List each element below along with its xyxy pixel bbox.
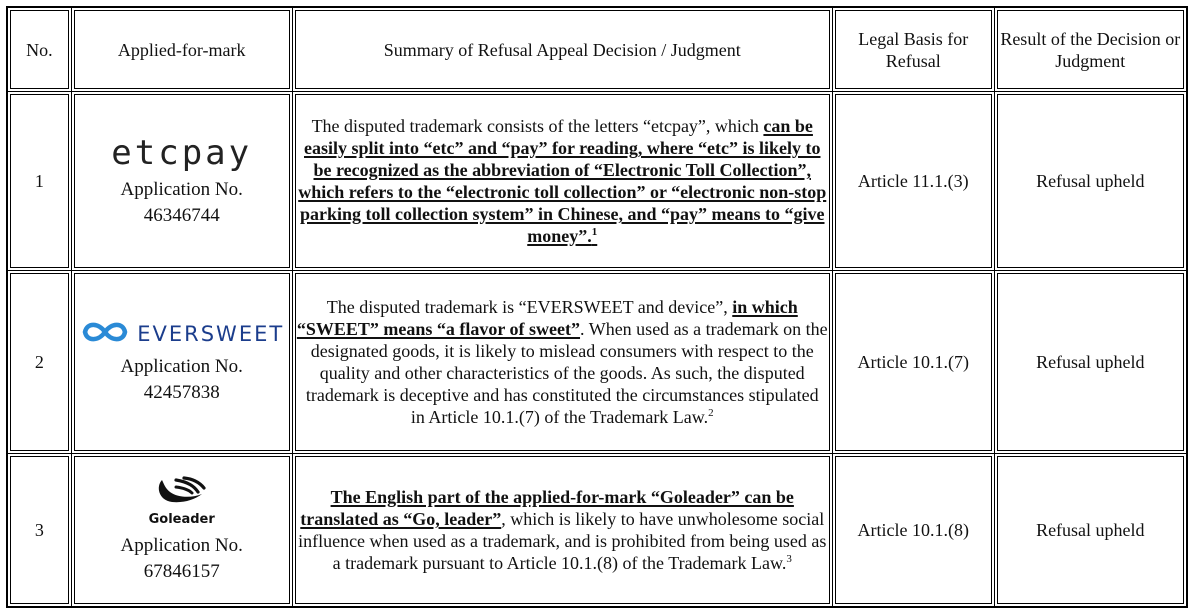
table-row bbox=[7, 271, 1187, 454]
summary-text: The disputed trademark is “EVERSWEET and device”, bbox=[326, 297, 733, 317]
application-number: 46346744 bbox=[143, 205, 220, 226]
eversweet-wordmark: EVERSWEET bbox=[137, 322, 285, 346]
summary-cell bbox=[292, 92, 832, 271]
table-header-row bbox=[7, 7, 1187, 92]
applied-for-mark-cell bbox=[71, 92, 292, 271]
summary-text-continued: . When used as a trademark on the designated goods, it is likely to mislead consumers with respect to the quality and other characteristics of the goods. As such, the disputed trademark is deceptive and has constituted the circumstances stipulated in Article 10.1.(7) of the Trademark Law. bbox=[305, 319, 828, 427]
legal-basis: Article 11.1.(3) bbox=[832, 92, 994, 271]
result: Refusal upheld bbox=[994, 271, 1187, 454]
application-label: Application No. bbox=[120, 534, 243, 556]
infinity-icon bbox=[79, 319, 131, 350]
summary-emphasis-text: can be easily split into “etc” and “pay” for reading, where “etc” is likely to be recognized as the abbreviation of “Electronic Toll Collection”, which refers to the “electronic toll collection” or “electronic non-stop parking toll collection system” in Chinese, and “pay” means to “give money”. bbox=[298, 116, 827, 246]
application-number: 67846157 bbox=[143, 560, 220, 582]
row-number: 2 bbox=[7, 271, 71, 454]
footnote-ref[interactable]: 1 bbox=[591, 226, 598, 238]
legal-basis: Article 10.1.(7) bbox=[832, 271, 994, 454]
row-number: 1 bbox=[7, 92, 71, 271]
application-label: Application No. bbox=[120, 355, 243, 377]
row-number: 3 bbox=[7, 454, 71, 608]
header-summary: Summary of Refusal Appeal Decision / Judgment bbox=[292, 7, 832, 92]
refusal-decisions-table bbox=[6, 6, 1188, 608]
summary-cell bbox=[292, 271, 832, 454]
applied-for-mark-cell bbox=[71, 271, 292, 454]
summary-emphasis: The English part of the applied-for-mark “Goleader” can be translated as “Go, leader” bbox=[300, 487, 794, 529]
table-row bbox=[7, 454, 1187, 608]
applied-for-mark-cell bbox=[71, 454, 292, 608]
table-row bbox=[7, 92, 1187, 271]
legal-basis: Article 10.1.(8) bbox=[832, 454, 994, 608]
footnote-ref[interactable]: 2 bbox=[708, 407, 714, 419]
eversweet-logo bbox=[76, 319, 288, 350]
summary-text: The disputed trademark consists of the letters “etcpay”, which bbox=[311, 116, 764, 136]
header-result: Result of the Decision or Judgment bbox=[994, 7, 1187, 92]
header-legal-basis: Legal Basis for Refusal bbox=[832, 7, 994, 92]
footnote-ref[interactable]: 3 bbox=[786, 553, 792, 565]
etcpay-logo: etcpay bbox=[111, 133, 253, 173]
goleader-swirl-icon bbox=[154, 476, 210, 511]
application-number: 42457838 bbox=[143, 381, 220, 403]
summary-text-continued: , which is likely to have unwholesome social influence when used as a trademark, and is prohibited from being used as a trademark pursuant to Article 10.1.(8) of the Trademark Law. bbox=[298, 509, 827, 573]
result: Refusal upheld bbox=[994, 92, 1187, 271]
application-label: Application No. bbox=[120, 179, 243, 200]
summary-cell bbox=[292, 454, 832, 608]
goleader-wordmark: Goleader bbox=[148, 511, 215, 527]
summary-emphasis: in which “SWEET” means “a flavor of sweet” bbox=[296, 297, 798, 339]
goleader-logo bbox=[76, 476, 288, 531]
header-applied-for-mark: Applied-for-mark bbox=[71, 7, 292, 92]
result: Refusal upheld bbox=[994, 454, 1187, 608]
header-no: No. bbox=[7, 7, 71, 92]
